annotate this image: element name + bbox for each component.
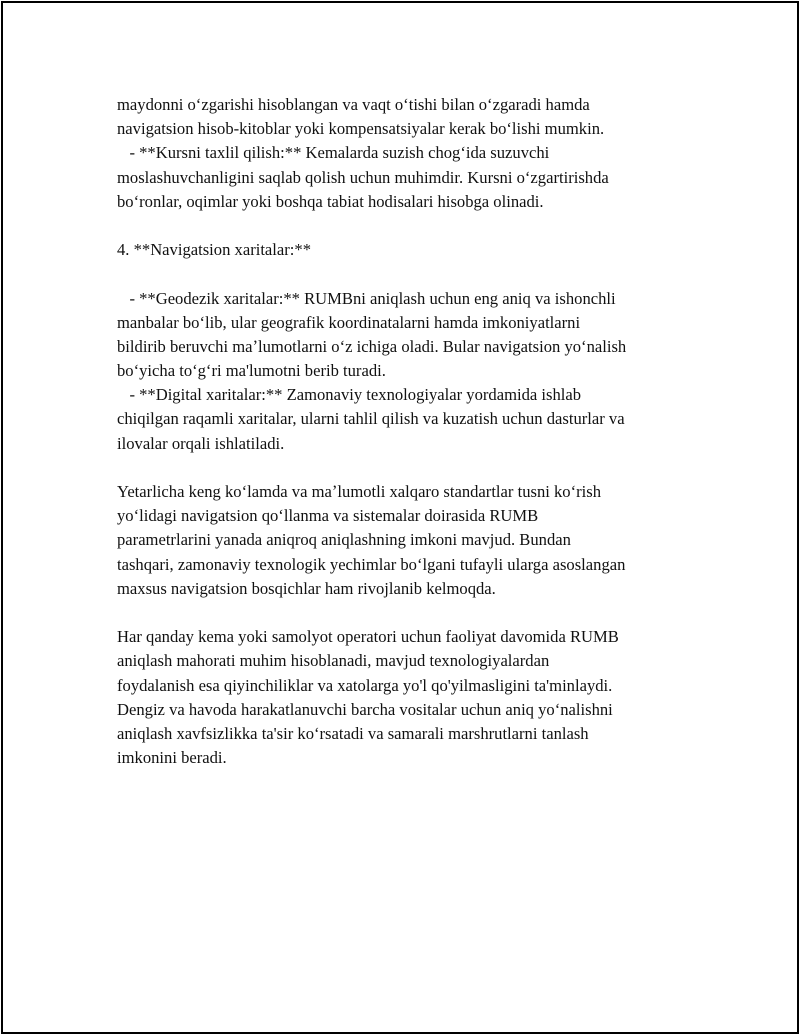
- text-line: imkonini beradi.: [117, 748, 227, 768]
- text-line: maxsus navigatsion bosqichlar ham rivojlanib kelmoqda.: [117, 578, 496, 598]
- text-line: yoʻlidagi navigatsion qoʻllanma va sistemalar doirasida RUMB: [117, 506, 539, 526]
- text-line: parametrlarini yanada aniqroq aniqlashning imkoni mavjud. Bundan: [117, 530, 571, 550]
- paragraph-yetarlicha: [117, 480, 697, 601]
- text-line: 4. **Navigatsion xaritalar:**: [117, 240, 312, 260]
- text-line: chiqilgan raqamli xaritalar, ularni tahlil qilish va kuzatish uchun dasturlar va: [117, 409, 625, 429]
- document-body: [117, 93, 697, 770]
- paragraph-spacer: [117, 601, 697, 625]
- text-line: manbalar boʻlib, ular geografik koordinatalarni hamda imkoniyatlarni: [117, 312, 581, 332]
- text-line: - **Digital xaritalar:** Zamonaviy texnologiyalar yordamida ishlab: [117, 385, 582, 405]
- text-line: - **Geodezik xaritalar:** RUMBni aniqlash uchun eng aniq va ishonchli: [117, 288, 616, 308]
- paragraph-spacer: [117, 262, 697, 286]
- text-line: aniqlash mahorati muhim hisoblanadi, mavjud texnologiyalardan: [117, 651, 550, 671]
- continuation-paragraph: [117, 93, 697, 141]
- text-line: navigatsion hisob-kitoblar yoki kompensatsiyalar kerak boʻlishi mumkin.: [117, 119, 605, 139]
- text-line: moslashuvchanligini saqlab qolish uchun muhimdir. Kursni oʻzgartirishda: [117, 167, 609, 187]
- bullet-kursni-taxlil: [117, 141, 697, 214]
- text-line: ilovalar orqali ishlatiladi.: [117, 433, 285, 453]
- bullet-geodezik: [117, 287, 697, 384]
- text-line: bildirib beruvchi maʼlumotlarni oʻz ichiga oladi. Bular navigatsion yoʻnalish: [117, 336, 627, 356]
- text-line: foydalanish esa qiyinchiliklar va xatolarga yo'l qo'yilmasligini ta'minlaydi.: [117, 675, 613, 695]
- text-line: Har qanday kema yoki samolyot operatori uchun faoliyat davomida RUMB: [117, 627, 619, 647]
- paragraph-spacer: [117, 456, 697, 480]
- text-line: Dengiz va havoda harakatlanuvchi barcha vositalar uchun aniq yoʻnalishni: [117, 699, 613, 719]
- text-line: tashqari, zamonaviy texnologik yechimlar boʻlgani tufayli ularga asoslangan: [117, 554, 626, 574]
- paragraph-har-qanday: [117, 625, 697, 770]
- text-line: Yetarlicha keng koʻlamda va maʼlumotli xalqaro standartlar tusni koʻrish: [117, 482, 602, 501]
- text-line: boʻronlar, oqimlar yoki boshqa tabiat hodisalari hisobga olinadi.: [117, 191, 544, 211]
- paragraph-spacer: [117, 214, 697, 238]
- text-line: boʻyicha toʻgʻri ma'lumotni berib turadi.: [117, 361, 386, 381]
- bullet-digital: [117, 383, 697, 456]
- text-line: aniqlash xavfsizlikka ta'sir koʻrsatadi va samarali marshrutlarni tanlash: [117, 723, 589, 743]
- text-line: - **Kursni taxlil qilish:** Kemalarda suzish chogʻida suzuvchi: [117, 143, 550, 163]
- heading-navigatsion-xaritalar: [117, 238, 697, 262]
- text-line: maydonni oʻzgarishi hisoblangan va vaqt oʻtishi bilan oʻzgaradi hamda: [117, 95, 590, 114]
